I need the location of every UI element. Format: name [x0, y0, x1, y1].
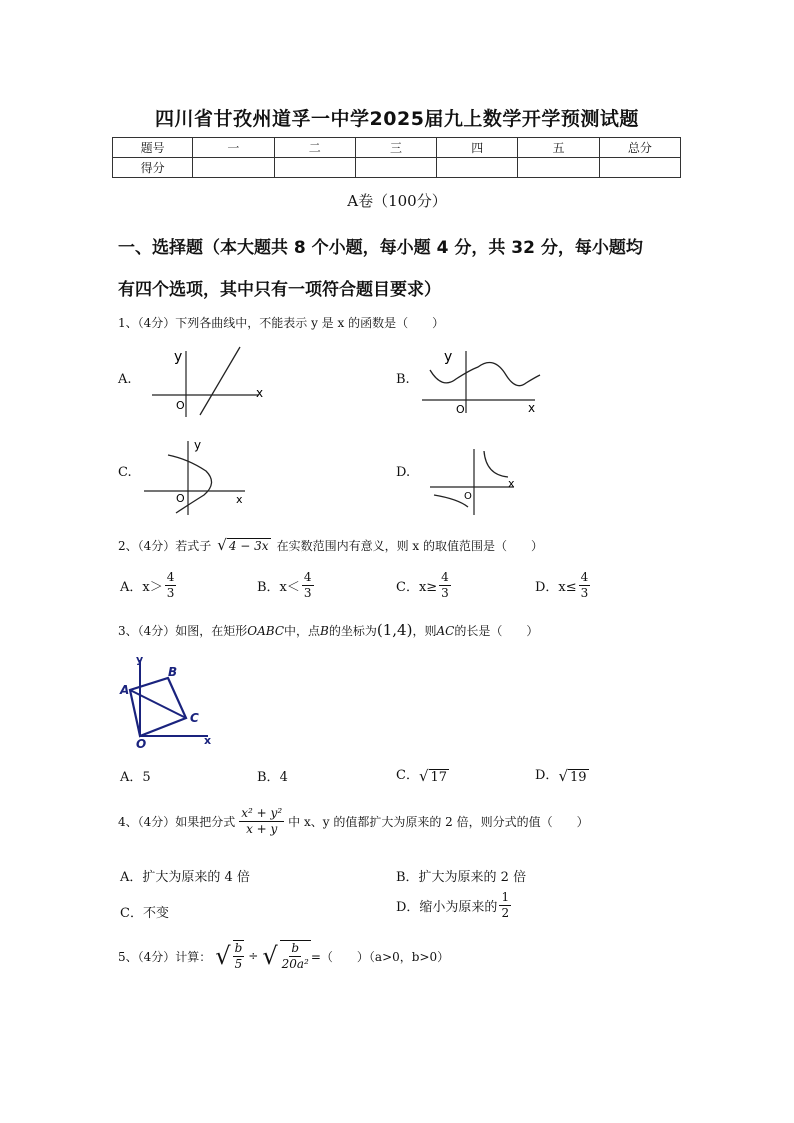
q3-option-a-label: A． — [120, 770, 143, 785]
q2-option-a — [120, 570, 176, 601]
score-cell — [437, 158, 518, 178]
q3-option-b-label: B． — [257, 770, 280, 785]
score-cell — [355, 158, 436, 178]
x-label: x — [236, 493, 243, 506]
point-c-label: C — [190, 711, 199, 725]
header-cell: 五 — [518, 138, 599, 158]
question-1-stem: 1、（4分）下列各曲线中，不能表示 y 是 x 的函数是（ ） — [118, 316, 445, 330]
fraction — [165, 570, 177, 601]
q4-option-b: B．扩大为原来的 2 倍 — [396, 870, 527, 885]
question-5-stem — [118, 940, 449, 972]
denominator: 3 — [441, 586, 449, 600]
fraction — [233, 940, 245, 972]
origin-label: O — [176, 399, 185, 412]
q3-option-b-value: 4 — [279, 770, 288, 785]
radicand: 19 — [570, 769, 587, 785]
q3-stem-d: ，则 — [412, 624, 437, 638]
q3-option-a-value: 5 — [142, 770, 151, 785]
q3-stem-a: 3、（4分）如图，在矩形 — [118, 624, 248, 638]
denominator: 3 — [166, 586, 175, 600]
diagonal-ac — [130, 690, 186, 718]
radical-sign: √ — [558, 766, 568, 785]
numerator: 4 — [303, 570, 312, 584]
header-cell: 四 — [437, 138, 518, 158]
q3-stem-b: 中，点 — [284, 624, 321, 638]
q1-option-b-label: B. — [396, 372, 410, 387]
question-3-stem — [118, 621, 538, 639]
q1-option-c-label: C. — [118, 465, 132, 480]
numerator: b — [234, 941, 243, 955]
score-cell — [274, 158, 355, 178]
score-cell — [599, 158, 680, 178]
q3-rect-name: OABC — [247, 624, 285, 638]
denominator: 2 — [501, 906, 510, 920]
radical-sign: √ — [418, 766, 429, 785]
q3-point-name: B — [320, 624, 329, 638]
volume-heading: A卷（100分） — [347, 192, 447, 210]
row-label-cell: 得分 — [113, 158, 193, 178]
fraction — [439, 570, 451, 601]
point-b-label: B — [168, 665, 178, 679]
score-table-header-row — [113, 138, 681, 158]
denominator: x + y — [246, 822, 278, 836]
point-o-label: O — [136, 737, 147, 750]
q3-option-d-label: D． — [535, 768, 559, 783]
radicand: 17 — [430, 769, 448, 785]
header-cell: 三 — [355, 138, 436, 158]
numerator: 4 — [580, 570, 589, 584]
q2-option-a-label: A．x＞ — [120, 580, 163, 595]
q1-graph-a — [148, 345, 278, 420]
curve — [168, 455, 212, 513]
q1-option-d-label: D. — [396, 465, 411, 480]
q2-radical — [217, 536, 270, 554]
x-label: x — [204, 734, 212, 747]
origin-label: O — [464, 491, 472, 502]
q5-radical-1 — [215, 940, 244, 972]
numerator: 1 — [501, 890, 510, 904]
q3-stem-c: 的坐标为 — [328, 624, 377, 638]
rectangle-oabc — [130, 678, 186, 736]
q4-suffix: 中 x、y 的值都扩大为原来的 2 倍，则分式的值（ ） — [288, 815, 589, 829]
q2-option-c-label: C．x≥ — [396, 580, 438, 595]
header-cell: 题号 — [113, 138, 193, 158]
curve-right — [484, 451, 508, 477]
x-label: x — [256, 386, 264, 400]
y-label: y — [136, 653, 144, 666]
q5-suffix: =（ ）（a>0，b>0） — [310, 949, 450, 964]
score-table-score-row — [113, 158, 681, 178]
sqrt — [558, 767, 588, 785]
q4-option-d-label: D．缩小为原来的 — [396, 900, 498, 915]
curve — [200, 347, 240, 415]
denominator: 20a² — [281, 957, 309, 971]
q2-option-c — [396, 570, 451, 601]
q3-option-a — [120, 766, 151, 785]
score-table — [112, 137, 681, 178]
q5-radical-2 — [262, 940, 311, 972]
header-cell: 一 — [193, 138, 274, 158]
q5-divide-sign: ÷ — [248, 949, 259, 963]
q4-prefix: 4、（4分）如果把分式 — [118, 815, 236, 829]
score-cell — [518, 158, 599, 178]
section-heading-line2: 有四个选项，其中只有一项符合题目要求） — [118, 280, 441, 300]
question-4-stem — [118, 806, 589, 837]
q1-graph-c — [140, 435, 255, 517]
numerator: 4 — [166, 570, 175, 584]
q5-prefix: 5、（4分）计算： — [118, 949, 212, 964]
score-cell — [193, 158, 274, 178]
denominator: 3 — [580, 586, 589, 600]
q2-option-d-label: D．x≤ — [535, 580, 577, 595]
q1-graph-d — [428, 445, 523, 517]
q1-option-a-label: A. — [118, 372, 132, 387]
q4-fraction — [239, 806, 284, 837]
q4-option-d — [396, 890, 511, 921]
x-label: x — [528, 401, 536, 415]
origin-label: O — [176, 492, 185, 505]
q2-option-d — [535, 570, 590, 601]
q2-option-b-label: B．x＜ — [257, 580, 300, 595]
radical-sign: √ — [215, 942, 231, 970]
curve-left — [434, 495, 468, 507]
q3-figure — [118, 650, 218, 750]
q3-coord: (1,4) — [376, 621, 413, 639]
fraction — [579, 570, 591, 601]
numerator: b — [291, 941, 300, 955]
q3-option-d — [535, 764, 589, 785]
denominator: 3 — [303, 586, 312, 600]
q2-prefix: 2、（4分）若式子 — [118, 538, 212, 553]
q3-option-c-label: C． — [396, 768, 419, 783]
y-label: y — [194, 438, 202, 452]
exam-title: 四川省甘孜州道孚一中学2025届九上数学开学预测试题 — [155, 108, 639, 130]
q3-option-b — [257, 766, 288, 785]
header-cell: 二 — [274, 138, 355, 158]
question-2-stem — [118, 536, 543, 554]
fraction — [499, 890, 511, 921]
fraction — [280, 940, 311, 972]
y-label: y — [444, 349, 453, 365]
header-cell: 总分 — [599, 138, 680, 158]
radical-sign: √ — [217, 536, 227, 554]
q4-option-a: A．扩大为原来的 4 倍 — [120, 870, 250, 885]
fraction — [302, 570, 314, 601]
q2-option-b — [257, 570, 314, 601]
point-a-label: A — [120, 683, 130, 697]
q2-radicand: 4 − 3x — [228, 539, 269, 553]
radical-sign: √ — [262, 942, 278, 970]
y-label: y — [174, 349, 183, 365]
q3-segment: AC — [436, 624, 455, 638]
curve — [430, 363, 540, 386]
section-heading-line1: 一、选择题（本大题共 8 个小题，每小题 4 分，共 32 分，每小题均 — [118, 238, 643, 258]
q3-option-c — [396, 764, 449, 785]
q2-suffix: 在实数范围内有意义，则 x 的取值范围是（ ） — [276, 538, 543, 553]
q3-stem-e: 的长是（ ） — [454, 624, 539, 638]
q4-option-c: C．不变 — [120, 906, 169, 921]
sqrt — [419, 767, 449, 785]
x-label: x — [508, 477, 515, 490]
q1-graph-b — [420, 345, 545, 420]
origin-label: O — [456, 403, 465, 416]
numerator: 4 — [441, 570, 449, 584]
denominator: 5 — [234, 957, 243, 971]
numerator: x² + y² — [241, 806, 283, 820]
